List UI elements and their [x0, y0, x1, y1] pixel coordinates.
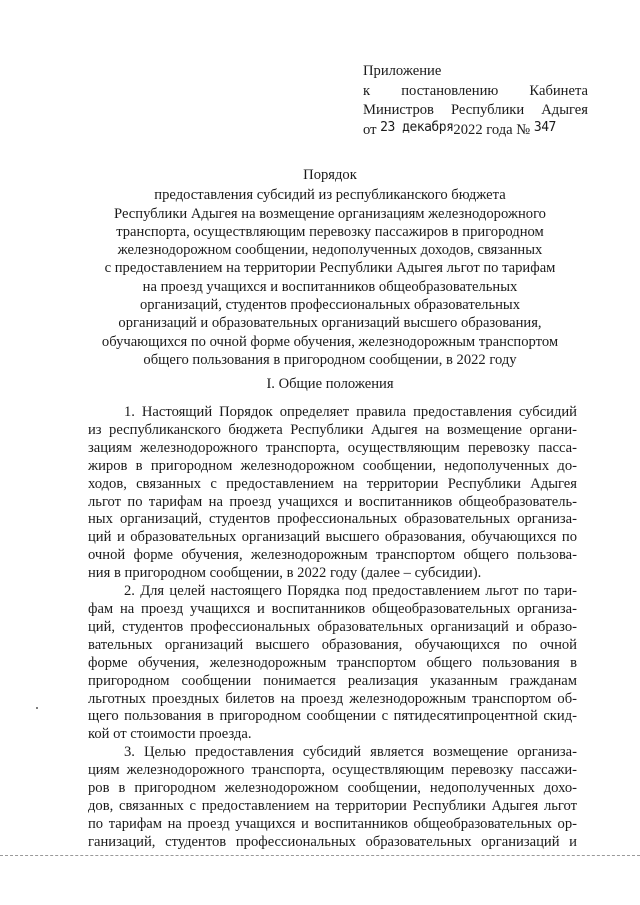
appendix-resolution-line: к постановлению Кабинета: [363, 82, 588, 99]
title-line: с предоставлением на территории Республики Адыгея льгот по тарифам: [104, 260, 556, 277]
appendix-date-line: [363, 121, 588, 141]
body-text: [88, 404, 577, 852]
scan-artifact-line: [0, 855, 640, 856]
paragraph-line: вательных организаций высшего образования, обучающихся по очной: [88, 636, 577, 653]
paragraph-line: ганизаций, студентов профессиональных образовательных организаций и: [88, 833, 577, 850]
paragraph-line: по тарифам на проезд учащихся и воспитанников общеобразовательных ор-: [88, 815, 577, 832]
paragraph-line: жиров в пригородном железнодорожном сообщении, недополученных до-: [88, 457, 577, 474]
paragraph-line: ций, студентов профессиональных образовательных организаций и образо-: [88, 618, 577, 635]
paragraph-line: циям железнодорожного транспорта, осуществляющим перевозку пассажи-: [88, 762, 577, 779]
date-prefix: от: [363, 121, 377, 138]
appendix-block: [363, 62, 588, 140]
title-line: организаций и образовательных организаций высшего образования,: [118, 315, 542, 332]
paragraph-line: пригородном сообщении понимается реализация указанным гражданам: [88, 672, 577, 689]
paragraph-line: зациям железнодорожного транспорта, осуществляющим перевозку пасса-: [88, 439, 577, 456]
paragraph-line: щего пользования в пригородном сообщении с пятидесятипроцентной скид-: [88, 708, 577, 725]
paragraph-line: льгот по тарифам на проезд учащихся и воспитанников общеобразователь-: [88, 493, 577, 510]
scan-speck: [36, 707, 38, 709]
paragraph-line: ций и образовательных организаций высшего образования, обучающихся по: [88, 529, 577, 546]
title-line: транспорта, осуществляющим перевозку пассажиров в пригородном: [116, 223, 544, 240]
title-line: Республики Адыгея на возмещение организациям железнодорожного: [114, 205, 546, 222]
title-heading: Порядок: [303, 167, 357, 183]
paragraph-line: кой от стоимости проезда.: [88, 726, 252, 743]
section-heading: I. Общие положения: [266, 376, 394, 392]
paragraph-line: 3. Целью предоставления субсидий является возмещение организа-: [124, 744, 577, 761]
paragraph-line: 2. Для целей настоящего Порядка под предоставлением льгот по тари-: [124, 583, 577, 600]
appendix-label: Приложение: [363, 63, 442, 79]
document-title: [80, 166, 580, 369]
paragraph-line: ходов, связанных с предоставлением на территории Республики Адыгея: [88, 475, 577, 492]
date-suffix: 2022 года №: [453, 121, 531, 138]
title-line: организаций, студентов профессиональных образовательных: [139, 297, 521, 314]
paragraph-line: ных организаций, студентов профессиональных образовательных организа-: [88, 511, 577, 528]
paragraph-line: форме обучения, железнодорожным транспортом общего пользования в: [88, 654, 577, 671]
paragraph-line: очной форме обучения, железнодорожным транспортом общего пользова-: [88, 547, 577, 564]
handwritten-date: 23 декабря: [380, 119, 454, 135]
paragraph-line: фам на проезд учащихся и воспитанников общеобразовательных организа-: [88, 600, 577, 617]
title-line: на проезд учащихся и воспитанников общеобразовательных: [142, 278, 518, 295]
paragraph-line: льготных проездных билетов на проезд железнодорожным транспортом об-: [88, 690, 577, 707]
title-line: предоставления субсидий из республиканского бюджета: [154, 187, 506, 204]
handwritten-number: 347: [533, 119, 556, 135]
appendix-cabinet-line: Министров Республики Адыгея: [363, 102, 588, 118]
paragraph-line: 1. Настоящий Порядок определяет правила предоставления субсидий: [124, 404, 577, 420]
paragraph-line: дов, связанных с предоставлением на территории Республики Адыгея льгот: [88, 797, 577, 814]
paragraph-line: ров в пригородном железнодорожном сообщении, недополученных дохо-: [88, 780, 577, 797]
title-line: обучающихся по очной форме обучения, железнодорожным транспортом: [101, 333, 559, 350]
paragraph-line: из республиканского бюджета Республики Адыгея на возмещение органи-: [88, 421, 577, 438]
title-line: железнодорожном сообщении, недополученных доходов, связанных: [117, 242, 543, 259]
title-line: общего пользования в пригородном сообщении, в 2022 году: [143, 351, 517, 368]
paragraph-line: ния в пригородном сообщении, в 2022 году (далее – субсидии).: [88, 565, 482, 582]
